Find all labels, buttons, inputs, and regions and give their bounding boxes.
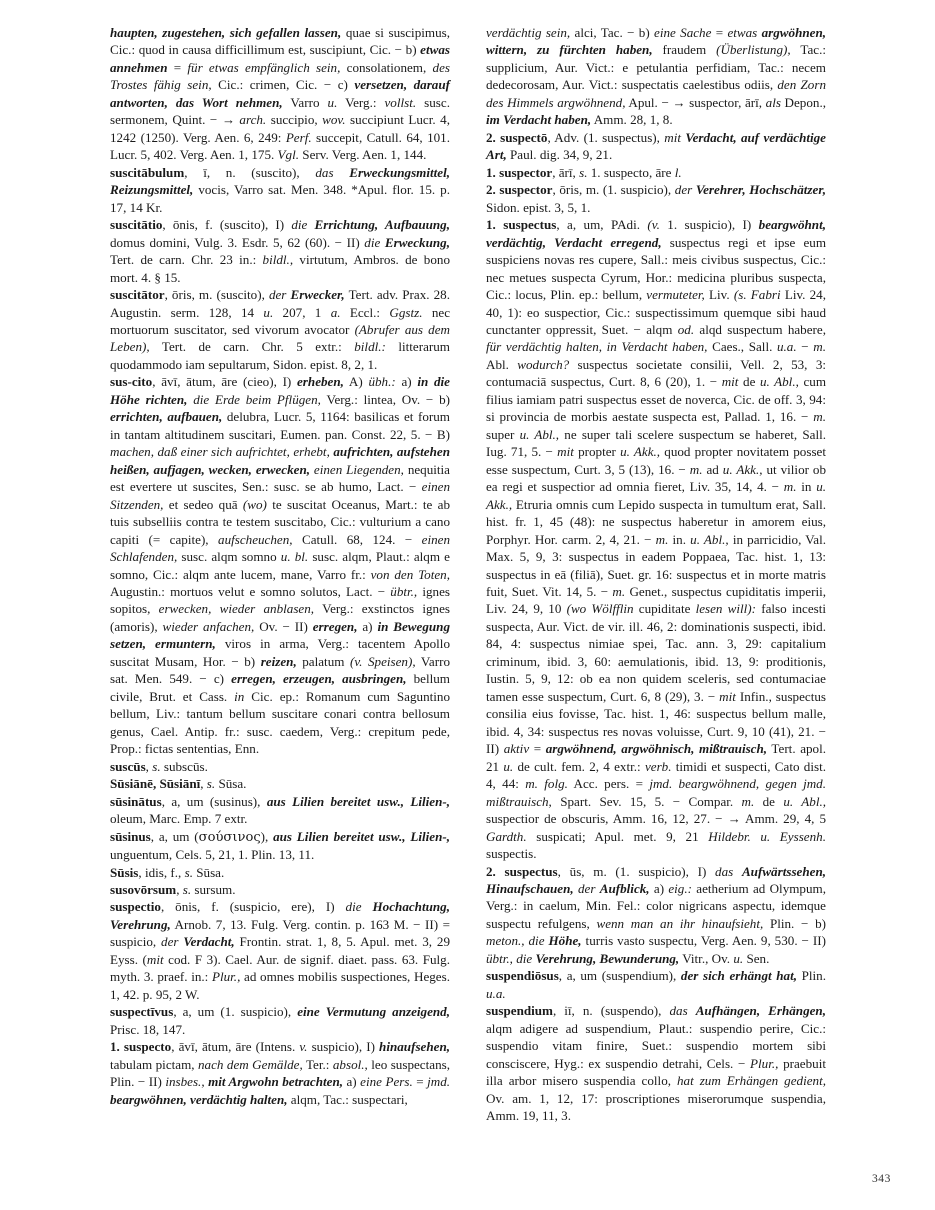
- dictionary-entry: suscūs, s. subscūs.: [110, 758, 208, 774]
- dictionary-entry: suspendiōsus, a, um (suspendium), der sich erhängt hat, Plin. u.a.: [486, 968, 826, 1001]
- dictionary-entry: Sūsiānē, Sūsiānī, s. Sūsa.: [110, 776, 247, 792]
- text-columns: [110, 24, 826, 1125]
- dictionary-entry: suscitātio, ōnis, f. (suscito), I) die Errichtung, Aufbauung, domus domini, Vulg. 3. Esdr. 5, 62 (60). − II) die Erweckung, Tert. de carn. Chr. 23 in.: bildl., virtutum, Ambros. de bono mort. 4. § 15.: [110, 217, 450, 285]
- left-column: [110, 24, 450, 1125]
- dictionary-entry: suspectīvus, a, um (1. suspicio), eine Vermutung anzeigend, Prisc. 18, 147.: [110, 1004, 450, 1037]
- dictionary-entry: sus-cito, āvī, ātum, āre (cieo), I) erheben, A) übh.: a) in die Höhe richten, die Erde beim Pflügen, Verg.: lintea, Ov. − b) errichten, aufbauen, delubra, Lucr. 5, 1164: basilicas et forum in tantam altitudinem suscitari, Eumen. pan. Const. 22, 5. − B) machen, daß einer sich aufrichtet, erhebt, aufrichten, aufstehen heißen, aufjagen, wecken, erwecken, einen Liegenden, nequitia est evertere ut suscites, Sen.: susc. se ab humo, Lact. − einen Sitzenden, et sedeo quā (wo) te suscitat Oceanus, Mart.: te ab tuis subselliis contra te testem suscitabo, Cic.: vulturium a cano capiti (= capite), aufscheuchen, Catull. 68, 124. − einen Schlafenden, susc. alqm somno u. bl. susc. alqm, Plaut.: alqm e somno, Cic.: alqm ante lucem, mane, Varro fr.: von den Toten, Augustin.: mortuos velut e somno solutos, Lact. − übtr., ignes sopitos, erwecken, wieder anblasen, Verg.: exstinctos ignes (amoris), wieder anfachen, Ov. − II) erregen, a) in Bewegung setzen, ermuntern, viros in arma, Verg.: tacentem Apollo suscitat Musam, Hor. − b) reizen, palatum (v. Speisen), Varro sat. Men. 549. − c) erregen, erzeugen, ausbringen, bellum civile, Brut. et Cass. in Cic. ep.: Romanum cum Saguntino bellum, Liv.: tantum bellum suscitare conari contra bellosum genus, Cael. Antip. fr.: susc. caedem, Verg.: crepitum pede, Prop.: fictas sententias, Enn.: [110, 374, 451, 757]
- dictionary-entry: suscitātor, ōris, m. (suscito), der Erwecker, Tert. adv. Prax. 28. Augustin. serm. 128, 14 u. 207, 1 a. Eccl.: Ggstz. nec mortuorum suscitator, sed vivorum avocator (Abrufer aus dem Leben), Tert. de carn. Chr. 5 extr.: bildl.: litterarum quodammodo iam sepultarum, Sidon. epist. 8, 2, 1.: [110, 287, 451, 372]
- page-number: 343: [871, 1173, 891, 1185]
- right-column: [486, 24, 826, 1125]
- dictionary-entry: sūsinus, a, um (σούσινος), aus Lilien bereitet usw., Lilien-, unguentum, Cels. 5, 21, 1. Plin. 13, 11.: [110, 828, 450, 863]
- entry-continuation: verdächtig sein, alci, Tac. − b) eine Sache = etwas argwöhnen, wittern, zu fürchten haben, fraudem (Überlistung), Tac.: supplicium, Aur. Vict.: e petulantia perfidiam, Tac.: necem dedecorosam, Aur. Vict.: suspectatis caelestibus odiis, den Zorn des Himmels argwöhnend, Apul. − → suspector, ārī, als Depon., im Verdacht haben, Amm. 28, 1, 8.: [486, 25, 826, 128]
- entry-continuation: haupten, zugestehen, sich gefallen lassen, quae si suscipimus, Cic.: quod in causa difficillimum est, suscipiunt, Cic. − b) etwas annehmen = für etwas empfänglich sein, consolationem, des Trostes fähig sein, Cic.: crimen, Cic. − c) versetzen, darauf antworten, das Wort nehmen, Varro u. Verg.: vollst. susc. sermonem, Quint. − → arch. succipio, wov. succipiunt Lucr. 4, 1242 (1250). Verg. Aen. 6, 249: Perf. succepit, Catull. 64, 101. Lucr. 5, 402. Verg. Aen. 1, 175. Vgl. Serv. Verg. Aen. 1, 144.: [110, 25, 451, 163]
- dictionary-entry: 2. suspectō, Adv. (1. suspectus), mit Verdacht, auf verdächtige Art, Paul. dig. 34, 9, 21.: [486, 129, 826, 163]
- dictionary-entry: suspendium, iī, n. (suspendo), das Aufhängen, Erhängen, alqm adigere ad suspendium, Plaut.: suspendio perire, Cic.: suspendio vitam finire, Suet.: suspendio mortem sibi consciscere, Hyg.: ex suspendio detrahi, Cels. − Plur., praebuit illa arbor misero suspendia collo, hat zum Erhängen gedient, Ov. am. 1, 12, 17: proscriptiones miserorumque suspendia, Amm. 19, 11, 3.: [486, 1003, 826, 1124]
- dictionary-entry: 2. suspector, ōris, m. (1. suspicio), der Verehrer, Hochschätzer, Sidon. epist. 3, 5, 1.: [486, 182, 826, 215]
- dictionary-entry: Sūsis, idis, f., s. Sūsa.: [110, 864, 225, 880]
- dictionary-entry: 1. suspector, ārī, s. 1. suspecto, āre l.: [486, 164, 682, 180]
- dictionary-entry: suspectio, ōnis, f. (suspicio, ere), I) die Hochachtung, Verehrung, Arnob. 7, 13. Fulg. Verg. contin. p. 163 M. − II) = suspicio, der Verdacht, Frontin. strat. 1, 8, 5. Apul. met. 3, 29 Eyss. (mit cod. F 3). Cael. Aur. de signif. diaet. pass. 63. Fulg. myth. 3. praef. in.: Plur., ad omnes mobilis suspectiones, Heges. 1, 42. p. 95, 2 W.: [110, 899, 450, 1002]
- dictionary-entry: 1. suspectus, a, um, PAdi. (v. 1. suspicio), I) beargwöhnt, verdächtig, Verdacht erregend, suspectus regi et ipse eum suspiciens novas res cupere, Sall.: meis civibus suspectus, Cic.: nec metues suspecta Cyrum, Hor.: medicina pluribus suspecta, Cic.: locus, Plin. ep.: bellum, vermuteter, Liv. (s. Fabri Liv. 24, 40, 1): eo suspectior, Cic.: suspectissimum quemque sibi haud cunctanter oppressit, Suet. − alqm od. alqd suspectum habere, für verdächtig halten, in Verdacht haben, Caes., Sall. u.a. − m. Abl. wodurch? suspectus societate consilii, Vell. 2, 53, 3: contumaciā suspectus, Curt. 8, 6 (20), 1. − mit de u. Abl., cum filius iamiam patri suspectus esset de noverca, Cic. de off. 3, 94: si provincia de morbis aestate suspecta est, Pallad. 1, 16. − m. super u. Abl., ne super tali scelere suspectum se haberet, Sall. Iug. 71, 5. − mit propter u. Akk., quod propter novitatem posset esse suspectum, Curt. 3, 5 (13), 16. − m. ad u. Akk., ut vilior ob ea regi et suspectior ad omnia fieret, Liv. 35, 14, 4. − m. in u. Akk., Etruria omnis cum Lepido suspecta in tumultum erat, Sall. hist. fr. 1, 45 (48): ne suspectus haberetur in amorem eius, Porphyr. Hor. carm. 2, 4, 21. − m. in. u. Abl., in parricidio, Val. Max. 5, 9, 3: suspectus in eadem Poppaea, Tac. hist. 1, 13: suspectus in eā (filiā), Suet. gr. 16: suspectus et in morte matris fuit, Suet. Vit. 14, 5. − m. Genet., suspectus cupiditatis imperii, Liv. 24, 9, 10 (wo Wölfflin cupiditate lesen will): falso incesti suspecta, Aur. Vict. de vir. ill. 46, 2: dominationis suspecti, ibid. 84, 4: suspectus nimiae spei, Tac. ann. 3, 29: capitalium criminum, ibid. 3, 60: aemulationis, ibid. 13, 9: proditionis, Iustin. 5, 9, 12: ob ea non quidem sceleris, sed contumaciae tamen esse suspectum, Curt. 6, 8 (29), 3. − mit Infin., suspectus consilia eius fovisse, Tac. hist. 1, 46: suspectus bellum malle, ibid. 4, 34: suspectus res novas voluisse, Curt. 9, 10 (41), 21. − II) aktiv = argwöhnend, argwöhnisch, mißtrauisch, Tert. apol. 21 u. de cult. fem. 2, 4 extr.: verb. timidi et suspecti, Cato dist. 4, 44: m. folg. Acc. pers. = jmd. beargwöhnend, gegen jmd. mißtrauisch, Spart. Sev. 15, 5. − Compar. m. de u. Abl., suspectior de obscuris, Amm. 16, 12, 27. − → Amm. 29, 4, 5 Gardth. suspicati; Apul. met. 9, 21 Hildebr. u. Eyssenh. suspectis.: [486, 217, 827, 862]
- dictionary-entry: 1. suspecto, āvī, ātum, āre (Intens. v. suspicio), I) hinaufsehen, tabulam pictam, nach dem Gemälde, Ter.: absol., leo suspectans, Plin. − II) insbes., mit Argwohn betrachten, a) eine Pers. = jmd. beargwöhnen, verdächtig halten, alqm, Tac.: suspectari,: [110, 1039, 451, 1107]
- dictionary-entry: 2. suspectus, ūs, m. (1. suspicio), I) das Aufwärtssehen, Hinaufschauen, der Aufblick, a) eig.: aetherium ad Olympum, Verg.: in caelum, Min. Fel.: color nigricans aspectu, idemque suspectu refulgens, wenn man an ihr hinaufsieht, Plin. − b) meton., die Höhe, turris vasto suspectu, Verg. Aen. 9, 530. − II) übtr., die Verehrung, Bewunderung, Vitr., Ov. u. Sen.: [486, 863, 827, 966]
- dictionary-entry: susovōrsum, s. sursum.: [110, 881, 236, 897]
- dictionary-entry: suscitābulum, ī, n. (suscito), das Erweckungsmittel, Reizungsmittel, vocis, Varro sat. Men. 348. *Apul. flor. 15. p. 17, 14 Kr.: [110, 164, 450, 215]
- dictionary-entry: sūsinātus, a, um (susinus), aus Lilien bereitet usw., Lilien-, oleum, Marc. Emp. 7 extr.: [110, 793, 451, 827]
